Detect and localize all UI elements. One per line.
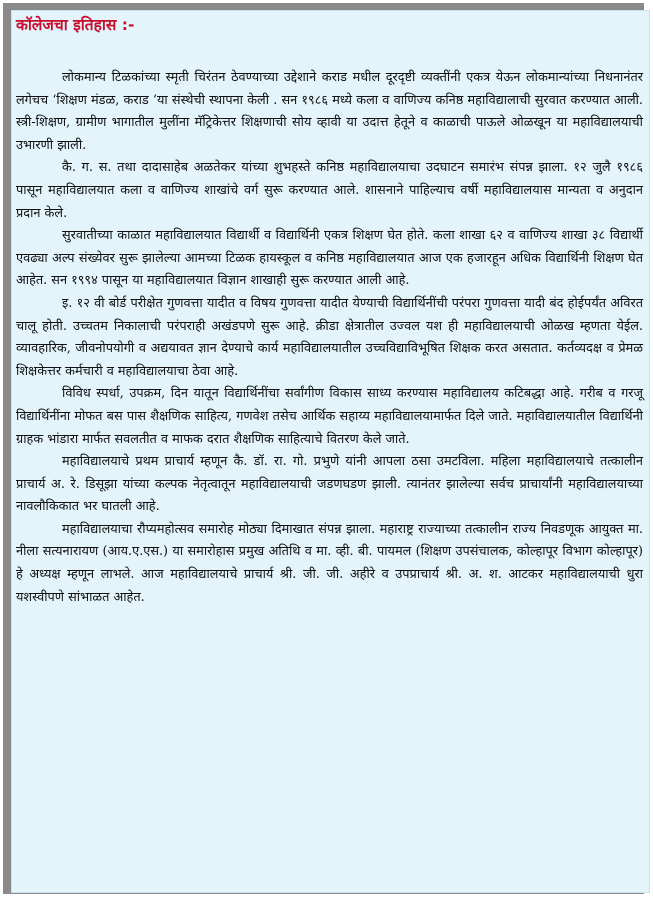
paragraph-inauguration: कै. ग. स. तथा दादासाहेब अळतेकर यांच्या शुभहस्ते कनिष्ठ महाविद्यालयाचा उदघाटन समारंभ संपन्न झाला. १२ जुलै १९८६ पासून महाविद्यालयात कला व वाणिज्य शाखांचे वर्ग सुरू करण्यात आले. शासनाने पाहिल्याच वर्षी महाविद्यालयास मान्यता व अनुदान प्रदान केले.	[16, 160, 643, 221]
paragraph-principals: महाविद्यालयाचे प्रथम प्राचार्य म्हणून कै. डॉ. रा. गो. प्रभुणे यांनी आपला ठसा उमटविला. महिला महाविद्यालयाचे तत्कालीन प्राचार्य अ. रे. डिसूझा यांच्या कल्पक नेतृत्वातून महाविद्यालयाची जडणघडण झाली. त्यानंतर झालेल्या सर्वच प्राचार्यांनी महाविद्यालयाच्या नावलौकिकात भर घातली आहे.	[16, 454, 643, 515]
paragraph-early-years: सुरवातीच्या काळात महाविद्यालयात विद्यार्थी व विद्यार्थिनी एकत्र शिक्षण घेत होते. कला शाखा ६२ व वाणिज्य शाखा ३८ विद्यार्थी एवढ्या अल्प संख्येवर सुरू झालेल्या आमच्या टिळक हायस्कूल व कनिष्ठ महाविद्यालयात आज एक हजारहून अधिक विद्यार्थिनी शिक्षण घेत आहेत. सन १९९४ पासून या महाविद्यालयात विज्ञान शाखाही सुरू करण्यात आली आहे.	[16, 228, 643, 289]
paragraph-founding: लोकमान्य टिळकांच्या स्मृती चिरंतन ठेवण्याच्या उद्देशाने कराड मधील दूरदृष्टी व्यक्तींनी एकत्र येऊन लोकमान्यांच्या निधनानंतर लगेचच ‘शिक्षण मंडळ, कराड ‘या संस्थेची स्थापना केली . सन १९८६ मध्ये कला व वाणिज्य कनिष्ठ महाविद्यालाची सुरवात करण्यात आली. स्त्री-शिक्षण, ग्रामीण भागातील मुलींना मॅट्रिकेत्तर शिक्षणाची सोय व्हावी या उदात्त हेतूने व काळाची पाऊले ओळखून या महाविद्यालयाची उभारणी झाली.	[16, 70, 643, 153]
paragraph-achievements: इ. १२ वी बोर्ड परीक्षेत गुणवत्ता यादीत व विषय गुणवत्ता यादीत येण्याची विद्यार्थिनींची परंपरा गुणवत्ता यादी बंद होईपर्यंत अविरत चालू होती. उच्चतम निकालाची परंपराही अखंडपणे सुरू आहे. क्रीडा क्षेत्रातील उज्वल यश ही महाविद्यालयाची ओळख म्हणता येईल. व्यावहारिक, जीवनोपयोगी व अद्ययावत ज्ञान देण्याचे कार्य महाविद्यालयातील उच्चविद्याविभूषित शिक्षक करत असतात. कर्तव्यदक्ष व प्रेमळ शिक्षकेत्तर कर्मचारी व महाविद्यालयाचा ठेवा आहे.	[16, 295, 643, 379]
content-panel	[11, 10, 650, 893]
history-text	[16, 67, 643, 609]
paragraph-silver-jubilee: महाविद्यालयाचा रौप्यमहोत्सव समारोह मोठ्या दिमाखात संपन्न झाला. महाराष्ट्र राज्याच्या तत्कालीन राज्य निवडणूक आयुक्त मा. नीला सत्यनारायण (आय.ए.एस.) या समारोहास प्रमुख अतिथि व मा. व्ही. बी. पायमल (शिक्षण उपसंचालक, कोल्हापूर विभाग कोल्हापूर) हे अध्यक्ष म्हणून लाभले. आज महाविद्यालयाचे प्राचार्य श्री. जी. जी. अहीरे व उपप्राचार्य श्री. अ. श. आटकर महाविद्यालयाची धुरा यशस्वीपणे सांभाळत आहेत.	[16, 521, 643, 605]
paragraph-student-support: विविध स्पर्धा, उपक्रम, दिन यातून विद्यार्थिनींचा सर्वांगीण विकास साध्य करण्यास महाविद्यालय कटिबद्धा आहे. गरीब व गरजू विद्यार्थिनींना मोफत बस पास शैक्षणिक साहित्य, गणवेश तसेच आर्थिक सहाय्य महाविद्यालयामार्फत दिले जाते. महाविद्यालयातील विद्यार्थिनी ग्राहक भांडारा मार्फत सवलतीत व माफक दरात शैक्षणिक साहित्याचे वितरण केले जाते.	[16, 386, 643, 447]
page-title: कॉलेजचा इतिहास :-	[16, 16, 135, 34]
